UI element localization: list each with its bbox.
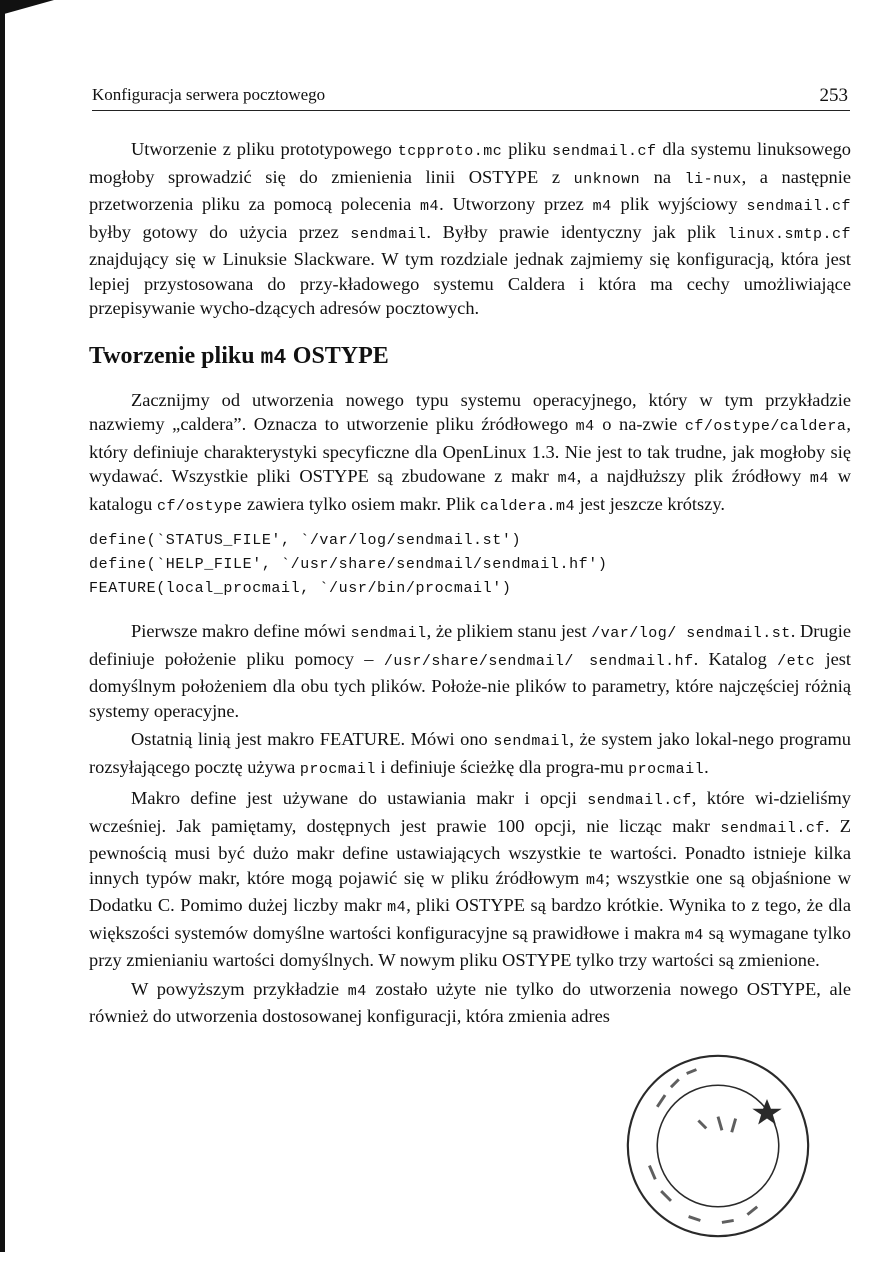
page-edge-line xyxy=(0,0,5,1252)
section-heading: Tworzenie pliku m4 OSTYPE xyxy=(89,342,389,370)
paragraph-feature: Ostatnią linią jest makro FEATURE. Mówi ono sendmail, że system jako lokal-nego programu rozsyłającego pocztę używa procmail i definiuje ścieżkę dla progra-mu procmail. xyxy=(89,729,851,778)
star-icon xyxy=(752,1099,781,1124)
header-title: Konfiguracja serwera pocztowego xyxy=(92,85,326,104)
paragraph-example: W powyższym przykładzie m4 zostało użyte nie tylko do utworzenia nowego OSTYPE, ale również do utworzenia dostosowanej konfiguracji, która zmienia adres xyxy=(89,978,851,1026)
library-stamp xyxy=(620,1048,816,1244)
crop-mark xyxy=(4,0,54,14)
paragraph-macros: Makro define jest używane do ustawiania makr i opcji sendmail.cf, które wi-dzieliśmy wcześniej. Jak pamiętamy, dostępnych jest prawie 100 opcji, nie licząc makr sendmail.cf. Z pewnością musi być dużo makr define ustawiających wszystkie te wartości. Ponadto istnieje kilka innych typów makr, które mogą pojawić się w pliku źródłowym m4; wszystkie one są objaśnione w Dodatku C. Pomimo dużej liczby makr m4, pliki OSTYPE są bardzo krótkie. Wynika to z tego, że dla większości systemów domyślne wartości konfiguracyjne są prawidłowe i makra m4 są wymagane tylko przy zmienianiu wartości domyślnych. W nowym pliku OSTYPE tylko trzy wartości są zmienione. xyxy=(89,788,852,970)
stamp-rings xyxy=(628,1056,808,1236)
running-header xyxy=(92,82,850,111)
paragraph-define: Pierwsze makro define mówi sendmail, że plikiem stanu jest /var/log/ sendmail.st. Drugie definiuje położenie pliku pomocy – /usr/share/sendmail/ sendmail.hf. Katalog /etc jest domyślnym położeniem dla obu tych plików. Położe-nie plików to parametry, które najczęściej różnią systemy operacyjne. xyxy=(89,621,852,721)
stamp-marks xyxy=(649,1070,757,1223)
page-body xyxy=(89,137,851,1029)
paragraph-intro: Utworzenie z pliku prototypowego tcpproto.mc pliku sendmail.cf dla systemu linuksowego mogłoby sprowadzić się do zmienienia linii OSTYPE z unknown na li-nux, a następnie przetworzenia pliku za pomocą polecenia m4. Utworzony przez m4 plik wyjściowy sendmail.cf byłby gotowy do użycia przez sendmail. Byłby prawie identyczny jak plik linux.smtp.cf znajdujący się w Linuksie Slackware. W tym rozdziale jednak zajmiemy się konfiguracją, która jest lepiej przystosowana do przy-kładowego systemu Caldera i która ma cechy umożliwiające przepisywanie wycho-dzących adresów pocztowych. xyxy=(89,139,851,318)
code-line: define(`STATUS_FILE', `/var/log/sendmail.st') xyxy=(89,532,522,549)
page-number: 253 xyxy=(819,85,848,106)
paragraph-ostype: Zacznijmy od utworzenia nowego typu systemu operacyjnego, który w tym przykładzie nazwiemy „caldera”. Oznacza to utworzenie pliku źródłowego m4 o na-zwie cf/ostype/caldera, który definiuje charakterystyki specyficzne dla OpenLinux 1.3. Nie jest to tak trudne, jak mogłoby się wydawać. Wszystkie pliki OSTYPE są zbudowane z makr m4, a najdłuższy plik źródłowy m4 w katalogu cf/ostype zawiera tylko osiem makr. Plik caldera.m4 jest jeszcze krótszy. xyxy=(89,389,851,515)
code-line: FEATURE(local_procmail, `/usr/bin/procmail') xyxy=(89,580,512,597)
code-line: define(`HELP_FILE', `/usr/share/sendmail/sendmail.hf') xyxy=(89,556,608,573)
code-listing xyxy=(89,529,851,601)
